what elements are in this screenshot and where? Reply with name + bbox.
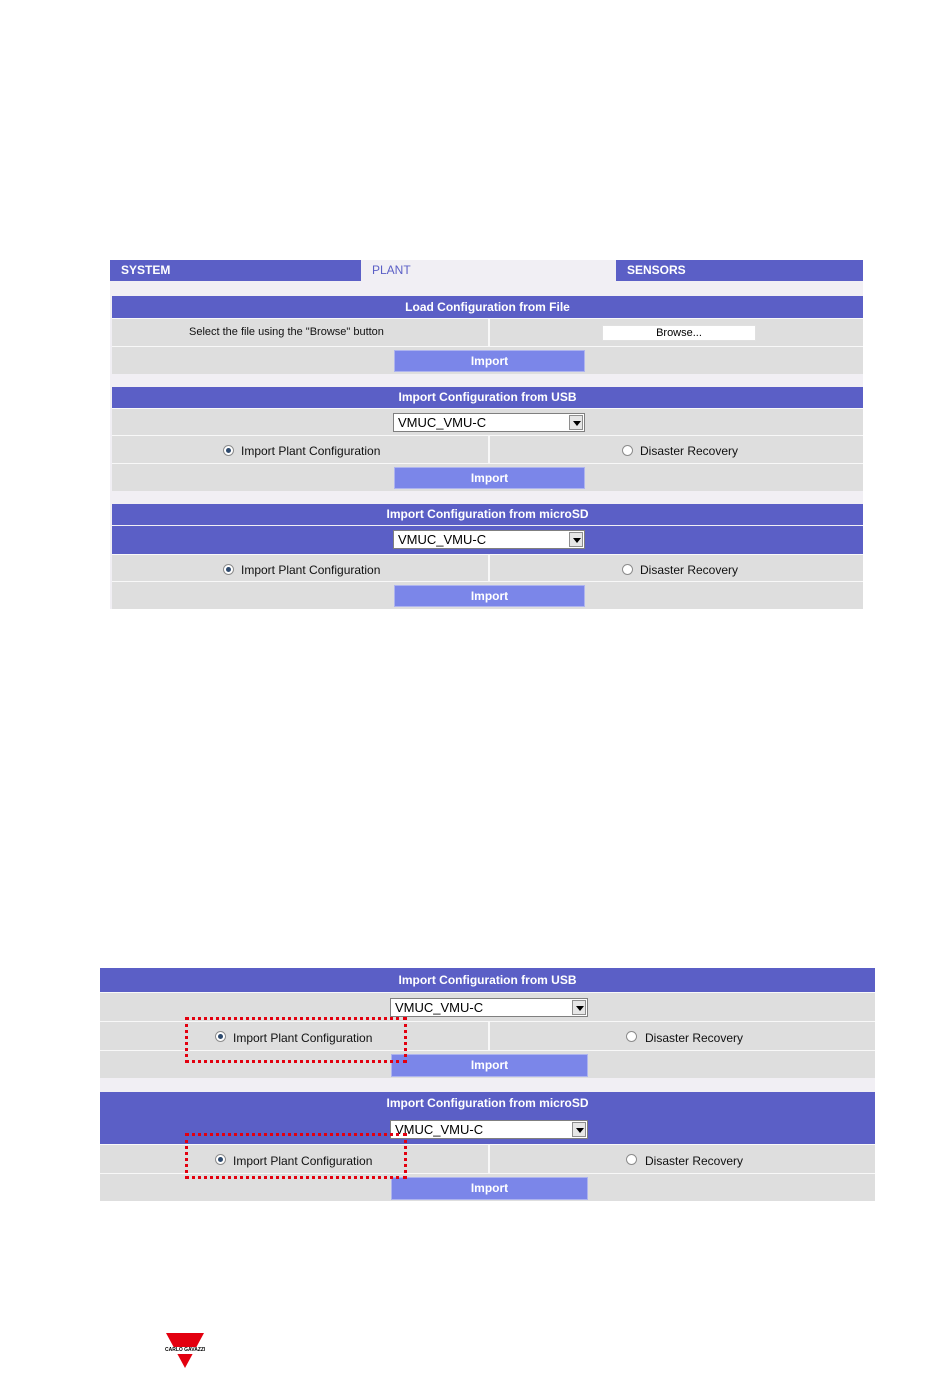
cell-divider: [488, 1022, 490, 1050]
microsd-device-value: VMUC_VMU-C: [398, 532, 487, 547]
browse-button[interactable]: Browse...: [602, 325, 756, 341]
microsd-select-row: [112, 526, 863, 554]
chevron-down-icon[interactable]: [569, 415, 583, 430]
usb-options-row: [112, 435, 863, 463]
microsd2-import-button[interactable]: Import: [391, 1177, 588, 1200]
microsd-plant-label: Import Plant Configuration: [241, 563, 381, 577]
usb2-device-value: VMUC_VMU-C: [395, 1000, 484, 1015]
highlight-box-usb: [185, 1017, 407, 1063]
load-file-header: Load Configuration from File: [112, 296, 863, 318]
usb2-recovery-label: Disaster Recovery: [645, 1031, 744, 1045]
usb-import-button[interactable]: Import: [394, 467, 585, 489]
microsd2-recovery-label: Disaster Recovery: [645, 1154, 744, 1168]
microsd-options-row: [112, 554, 863, 581]
load-file-import-row: [112, 346, 863, 374]
load-file-instruction: Select the file using the "Browse" button: [189, 326, 384, 338]
usb2-import-button[interactable]: Import: [391, 1054, 588, 1077]
microsd2-device-value: VMUC_VMU-C: [395, 1122, 484, 1137]
usb2-device-select[interactable]: [390, 998, 588, 1017]
cell-divider: [488, 555, 490, 581]
cell-divider: [488, 319, 490, 346]
usb-select-row: [112, 408, 863, 435]
tab-plant[interactable]: PLANT: [361, 260, 616, 281]
microsd-recovery-label: Disaster Recovery: [640, 563, 739, 577]
microsd-import-button[interactable]: Import: [394, 585, 585, 607]
chevron-down-icon[interactable]: [572, 1000, 586, 1015]
microsd2-plant-label: Import Plant Configuration: [233, 1154, 373, 1168]
usb2-plant-label: Import Plant Configuration: [233, 1031, 373, 1045]
microsd2-device-select[interactable]: [390, 1120, 588, 1139]
load-file-import-button[interactable]: Import: [394, 350, 585, 372]
highlight-box-microsd: [185, 1133, 407, 1179]
carlo-gavazzi-logo: [165, 1333, 205, 1369]
microsd2-header: Import Configuration from microSD: [100, 1092, 875, 1115]
logo-text: CARLO GAVAZZI: [165, 1347, 205, 1353]
tab-system[interactable]: SYSTEM: [110, 260, 361, 281]
microsd-recovery-radio[interactable]: [622, 564, 633, 575]
usb2-header: Import Configuration from USB: [100, 968, 875, 992]
microsd-plant-radio[interactable]: [223, 564, 234, 575]
microsd-import-row: [112, 581, 863, 609]
microsd-header: Import Configuration from microSD: [112, 504, 863, 525]
tab-sensors[interactable]: SENSORS: [616, 260, 863, 281]
usb-device-value: VMUC_VMU-C: [398, 415, 487, 430]
usb-device-select[interactable]: [393, 413, 585, 432]
chevron-down-icon[interactable]: [569, 532, 583, 547]
usb-recovery-label: Disaster Recovery: [640, 444, 739, 458]
usb-plant-radio[interactable]: [223, 445, 234, 456]
microsd-device-select[interactable]: [393, 530, 585, 549]
cell-divider: [488, 436, 490, 463]
usb-header: Import Configuration from USB: [112, 387, 863, 408]
usb-import-row: [112, 463, 863, 491]
cell-divider: [488, 1145, 490, 1173]
usb-plant-label: Import Plant Configuration: [241, 444, 381, 458]
microsd2-recovery-radio[interactable]: [626, 1154, 637, 1165]
load-file-row: [112, 318, 863, 346]
usb2-recovery-radio[interactable]: [626, 1031, 637, 1042]
tab-bar: [110, 260, 863, 281]
usb-recovery-radio[interactable]: [622, 445, 633, 456]
chevron-down-icon[interactable]: [572, 1122, 586, 1137]
